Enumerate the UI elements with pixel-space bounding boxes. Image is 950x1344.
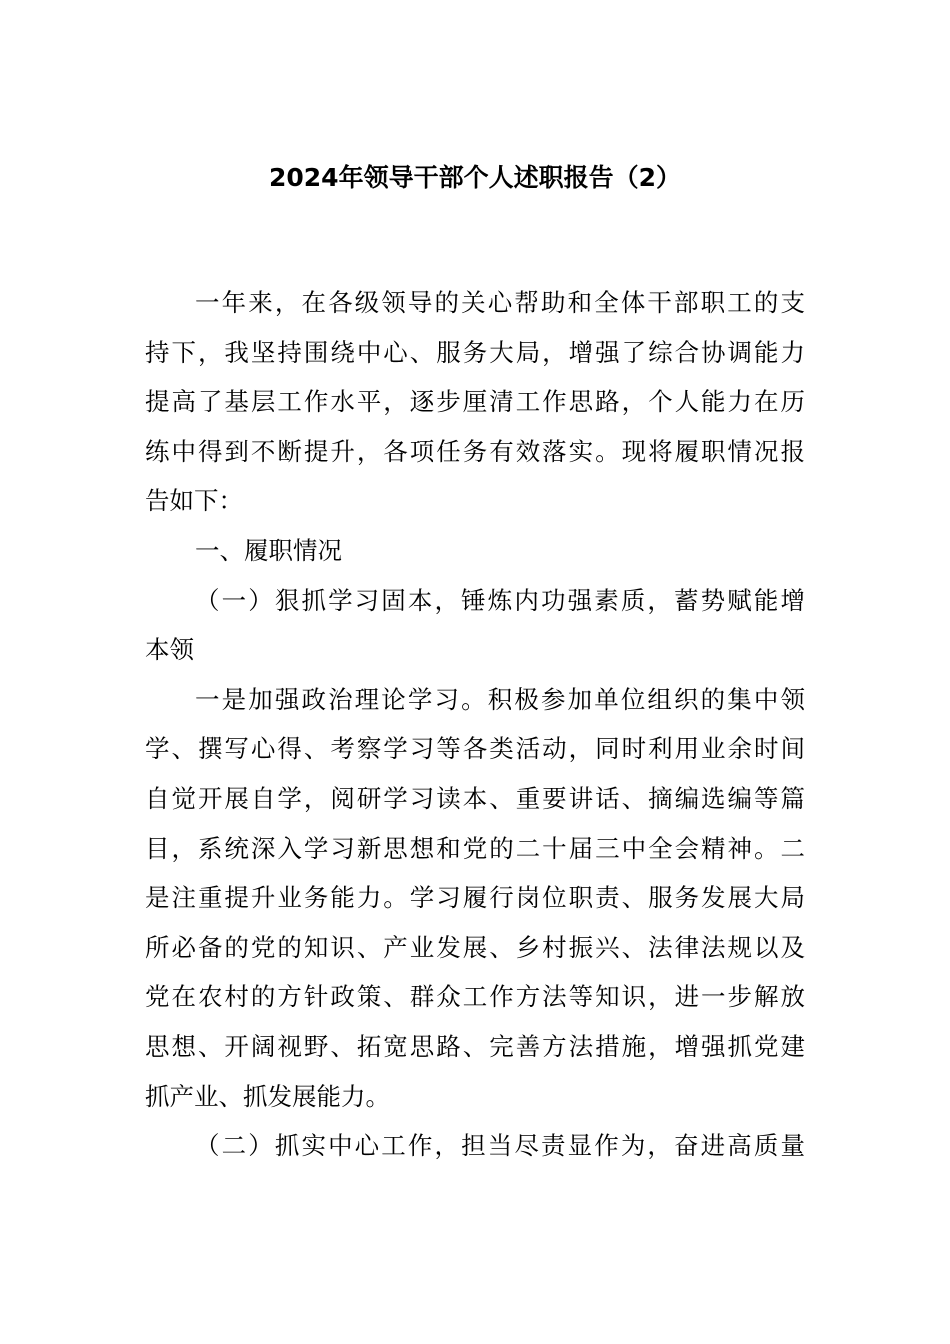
subsection-heading: （一）狠抓学习固本，锤炼内功强素质，蓄势赋能增 xyxy=(195,585,805,615)
document-title: 2024年领导干部个人述职报告（2） xyxy=(269,163,681,192)
paragraph-line: 目，系统深入学习新思想和党的二十届三中全会精神。二 xyxy=(145,833,805,863)
subsection-heading-continued: 本领 xyxy=(145,635,194,665)
paragraph-line: 提高了基层工作水平，逐步厘清工作思路，个人能力在历 xyxy=(145,387,805,417)
paragraph-line: 抓产业、抓发展能力。 xyxy=(145,1081,390,1111)
paragraph-line: 所必备的党的知识、产业发展、乡村振兴、法律法规以及 xyxy=(145,932,805,962)
paragraph-line: 自觉开展自学，阅研学习读本、重要讲话、摘编选编等篇 xyxy=(145,783,805,813)
paragraph-line: 学、撰写心得、考察学习等各类活动，同时利用业余时间 xyxy=(145,734,805,764)
subsection-heading: （二）抓实中心工作，担当尽责显作为，奋进高质量 xyxy=(195,1131,805,1161)
paragraph-line: 一年来，在各级领导的关心帮助和全体干部职工的支 xyxy=(195,288,805,317)
paragraph-line: 一是加强政治理论学习。积极参加单位组织的集中领 xyxy=(195,684,805,714)
document-body xyxy=(145,278,805,1171)
paragraph-line: 练中得到不断提升，各项任务有效落实。现将履职情况报 xyxy=(145,436,805,466)
paragraph-line: 党在农村的方针政策、群众工作方法等知识，进一步解放 xyxy=(145,982,805,1012)
section-heading: 一、履职情况 xyxy=(195,535,342,565)
paragraph-line: 是注重提升业务能力。学习履行岗位职责、服务发展大局 xyxy=(145,883,805,913)
paragraph-line: 告如下： xyxy=(145,486,243,516)
paragraph-line: 思想、开阔视野、拓宽思路、完善方法措施，增强抓党建 xyxy=(145,1031,805,1061)
paragraph-line: 持下，我坚持围绕中心、服务大局，增强了综合协调能力 xyxy=(145,337,805,367)
